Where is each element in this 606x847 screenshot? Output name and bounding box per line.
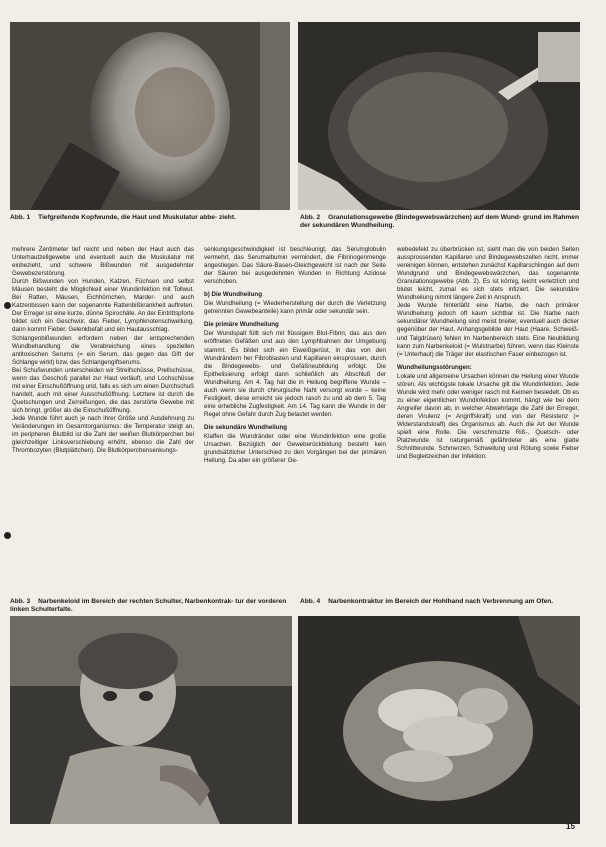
figure-4-text: Narbenkontraktur im Bereich der Hohlhand nach Verbrennung am Ofen. [328, 598, 554, 605]
head-wound-image [10, 22, 290, 210]
col2-paragraph: Der Wundspalt füllt sich mit flüssigem Blut-Fibrin, das aus den eröffneten Gefäßen und aus den Lymphbahnen der Umgebung stammt. Es bildet sich ein Eiweißgerüst, in das von den Wundrändern her Fibroblasten und Kapillaren einsprossen, durch die Bindegewebs- und Gefäßneubildung erfolgt. Die Epithelisierung erfolgt dann schließlich als Abschluß der Wundheilung. Am 4. Tag hat die in Heilung begriffene Wunde – auch wenn sie durch chirurgische Naht versorgt wurde – keine Festigkeit, diese erreicht sie jedoch rasch zu und ab dem 5. Tag eine erhebliche Zugfestigkeit. Am 14. Tag kann die Wunde in der Regel ohne Gefahr durch Zug belastet werden. [204, 330, 386, 418]
page-number: 15 [566, 822, 575, 831]
col1-paragraph: Schlangenbißwunden erfordern neben der entsprechenden Wundbehandlung die Verabreichung eines speziellen antitoxischen Serums (= ein Serum, das gegen das Gift der Schlange wirkt) bzw. des Schlangengiftserums. [12, 334, 194, 366]
col3-paragraph: Jede Wunde hinterläßt eine Narbe, die nach primärer Wundheilung jedoch oft kaum sichtbar ist. Die Narbe nach sekundärer Wundheilung sind meist breiter, eventuell auch dicker gegenüber der Haut. Anhangsgebilde der Haut (Haare, Schweiß- und Talgdrüsen) fehlen im Narbenbereich stets. Eine Neubildung kann zum Narbenkeloid (= Wulstnarbe) führen, wenn das Kleinste (= Unterhaut) die Träger der elastischen Faser einbezogen ist. [397, 302, 579, 358]
col1-paragraph: Durch Bißwunden von Hunden, Katzen, Füchsen und selbst Mäusen besteht die Möglichkeit einer Wundinfektion mit Tollwut. Bei Ratten, Mäusen, Eichhörnchen, Marder- und auch Katzenbissen kann der sogenannte Rattenbißkrankheit auftreten. Der Erreger ist eine kurze, dünne Spirochäte. An der Eintrittspforte bildet sich ein Geschwür, das Fieber, Lymphknotenschwellung, dann kommt Fieber, Gelenkbefall und ein Hautausschlag. [12, 278, 194, 334]
text-column-3 [397, 246, 579, 588]
figure-2-number: Abb. 2 [300, 214, 321, 221]
granulation-tissue-image [298, 22, 580, 210]
col2-heading: Die sekundäre Wundheilung [204, 423, 288, 431]
hand-contracture-image [298, 616, 580, 824]
figure-4-photo [298, 616, 580, 824]
figure-2-caption [300, 214, 580, 231]
col2-heading: b) Die Wundheilung [204, 291, 262, 299]
text-column-2 [204, 246, 386, 588]
child-keloid-image [10, 616, 292, 824]
col3-heading: Wundheilungsstörungen: [397, 363, 472, 371]
figure-1-number: Abb. 1 [10, 214, 31, 221]
figure-1-caption [10, 214, 290, 222]
figure-3-number: Abb. 3 [10, 598, 31, 605]
figure-3-text: Narbenkeloid im Bereich der rechten Schulter, Narbenkontrak- tur der vorderen linken Schulterfalte. [10, 598, 287, 614]
col2-paragraph: Klaffen die Wundränder oder eine Wundinfektion eine große Ursachen. Bezüglich der Geweberückbildung besteht kein grundsätzlicher Unterschied zu den Vorgängen bei der primären Heilung. Da aber ein größerer Ge- [204, 432, 386, 465]
col3-paragraph: webedefekt zu überbrücken ist, sieht man die von beiden Seiten aussprossenden Kapillaren und Bindegewebszellen nicht, immer vereinigen können, entstehen zunächst Kapillarschlingen auf dem Wundgrund und Bindegewebswärzchen, das sogenannte Granulationsgewebe (Abb. 2). Es ist körnig, leicht verletzlich und blutet leicht, zumal es sich stets infiziert. Die sekundäre Wundheilung nimmt längere Zeit in Anspruch. [397, 246, 579, 302]
binder-hole-mark [4, 302, 11, 309]
figure-1-text: Tiefgreifende Kopfwunde, die Haut und Muskulatur abbe- zieht. [38, 214, 236, 221]
figure-4-number: Abb. 4 [300, 598, 321, 605]
figure-3-photo [10, 616, 292, 824]
col1-paragraph: mehrere Zentimeter tief reicht und neben der Haut auch das Unterhautzellgewebe und eventuell auch die Muskulatur mit einbezieht, und schwere Bißwunden mit ausgedehnter Gewebezerstörung. [12, 246, 194, 278]
text-column-1 [12, 246, 194, 588]
col2-paragraph: senkungsgeschwindigkeit ist beschleunigt, das Serumglobulin vermehrt, das Serumalbumin vermindert, die Fibrinogenmenge angestiegen. Das Säure-Basen-Gleichgewicht ist nach der Seite der Säuren bei ausgedehnten Wunden in Richtung Azidose verschoben. [204, 246, 386, 286]
col3-paragraph: Lokale und allgemeine Ursachen können die Heilung einer Wunde stören. Als wichtigste lokale Ursache gilt die Wundinfektion. Jede Wunde wird mehr oder weniger rasch mit Keimen besiedelt. Ob es zu einer eigentlichen Wundinfektion kommt, hängt wie bei dem Angreifer davon ab, in welcher Abwehrlage die Zahl der Erreger, deren Virulenz (= Angriffskraft) und von der Resistenz (= Widerstandskraft) des Organismus ab. Auch die Art der Wunde spielt eine Rolle. Die verschmutzte Riß-, Quetsch- oder Platzwunde ist naturgemäß gefährdeter als eine glatte Schnittwunde. Schmerzen, Schwellung und Rötung sowie Fieber und Begleitzeichen der Infektion. [397, 372, 579, 461]
figure-1-photo [10, 22, 290, 210]
col2-paragraph: Die Wundheilung (= Wiederherstellung der durch die Verletzung getrennten Gewebeanteile) kann primär oder sekundär sein. [204, 300, 386, 316]
figure-3-caption [10, 598, 292, 615]
col1-paragraph: Jede Wunde führt auch je nach ihrer Größe und Ausdehnung zu Veränderungen im Gesamtorganismus: die Temperatur steigt an, im peripheren Blutbild ist die Zahl der weißen Blutkörperchen bei gleichzeitiger Linksverschiebung erhöht, ebenso die Zahl der Thrombozyten (Blutplättchen). Die Blutkörperchensenkungs- [12, 414, 194, 455]
col2-heading: Die primäre Wundheilung [204, 321, 279, 329]
figure-2-photo [298, 22, 580, 210]
binder-hole-mark [4, 532, 11, 539]
figure-2-text: Granulationsgewebe (Bindegewebswärzchen) auf dem Wund- grund im Rahmen der sekundären Wundheilung. [300, 214, 579, 230]
figure-4-caption [300, 598, 582, 606]
col1-paragraph: Bei Schußwunden unterscheiden wir Streifschüsse, Prellschüsse, wenn das Geschoß parallel zur Haut verläuft, und Lochschüsse mit einer Einschußöffnung und, falls es sich um einen Durchschuß handelt, auch mit einer Ausschußöffnung. Letztere ist durch die Quetschungen und Zerreißungen, die das zerstörte Gewebe mit sich bringt, größer als die Einschußöffnung. [12, 366, 194, 414]
